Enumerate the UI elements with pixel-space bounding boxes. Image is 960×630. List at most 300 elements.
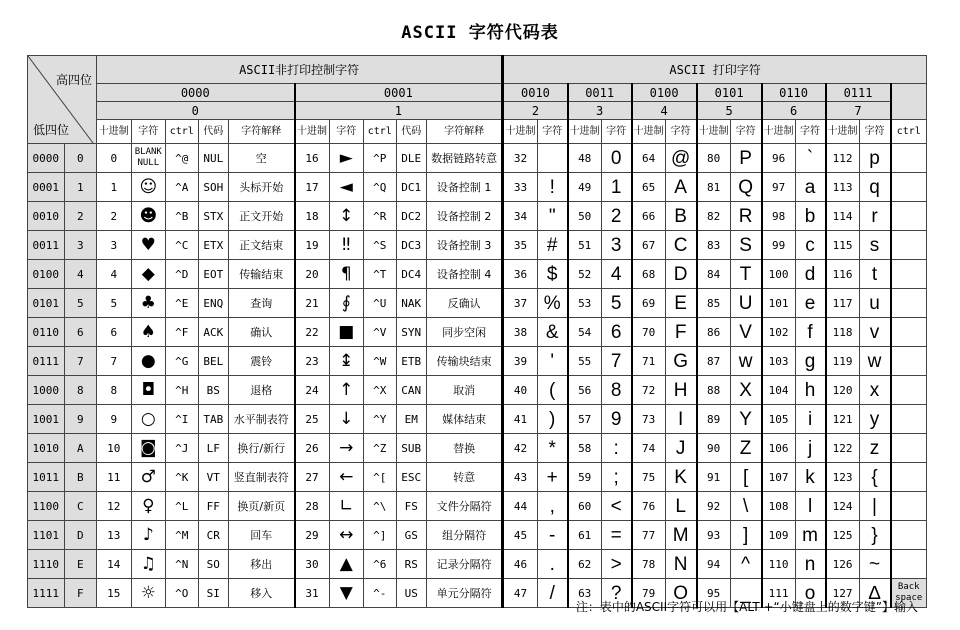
low-bits-cell: 1011 <box>28 463 65 492</box>
dec-cell: 78 <box>632 550 666 579</box>
desc-cell <box>229 173 295 202</box>
code-header: 代码 <box>198 120 228 144</box>
low-hex-cell: 3 <box>64 231 96 260</box>
char-glyph: ♪ <box>142 524 154 545</box>
dec-cell: 55 <box>568 347 602 376</box>
code-cell: SYN <box>396 318 426 347</box>
dec-cell: 24 <box>295 376 330 405</box>
char-glyph: f <box>807 321 813 343</box>
group-header-row <box>28 56 927 84</box>
char-glyph: & <box>545 321 559 343</box>
desc-text: 头标开始 <box>239 180 284 194</box>
desc-cell <box>426 579 502 608</box>
dec-cell: 100 <box>762 260 796 289</box>
high-hex-cell: 2 <box>503 102 568 120</box>
high-hex-cell: 1 <box>295 102 503 120</box>
dec-cell: 5 <box>97 289 132 318</box>
dec-cell: 111 <box>762 579 796 608</box>
dec-cell: 80 <box>697 144 731 173</box>
char-glyph: H <box>673 379 688 401</box>
desc-cell <box>229 318 295 347</box>
dec-cell: 2 <box>97 202 132 231</box>
code-cell: DLE <box>396 144 426 173</box>
footnote: 注：表中的ASCII字符可以用【ALT +“小键盘上的数字键”】输入 <box>575 600 918 614</box>
desc-text: 确认 <box>250 325 273 339</box>
char-cell <box>665 318 696 347</box>
dec-cell: 14 <box>97 550 132 579</box>
desc-text: 移入 <box>250 586 273 600</box>
desc-cell <box>426 289 502 318</box>
char-glyph: 9 <box>610 408 622 430</box>
dec-cell: 12 <box>97 492 132 521</box>
low-hex-cell: B <box>64 463 96 492</box>
char-glyph: BLANK NULL <box>134 147 162 168</box>
desc-cell <box>426 405 502 434</box>
char-glyph: q <box>869 176 880 198</box>
last-ctrl-cell <box>891 405 927 434</box>
desc-cell <box>229 550 295 579</box>
dec-cell: 31 <box>295 579 330 608</box>
dec-cell: 117 <box>826 289 860 318</box>
char-cell <box>329 144 364 173</box>
char-cell <box>795 202 825 231</box>
desc-cell <box>229 202 295 231</box>
high-hex-cell: 5 <box>697 102 762 120</box>
high-hex-row <box>28 102 927 120</box>
desc-text: 传输结束 <box>239 267 284 281</box>
char-glyph: @ <box>670 147 691 169</box>
char-cell <box>859 463 890 492</box>
last-ctrl-cell <box>891 463 927 492</box>
char-glyph: ∟ <box>339 495 354 516</box>
char-glyph: ~ <box>868 553 881 575</box>
char-glyph: 3 <box>610 234 622 256</box>
char-glyph: = <box>610 524 622 546</box>
dec-cell: 71 <box>632 347 666 376</box>
char-cell <box>665 434 696 463</box>
char-cell <box>859 260 890 289</box>
char-cell <box>665 376 696 405</box>
char-cell <box>537 579 567 608</box>
high-bits-cell: 0111 <box>826 84 891 102</box>
desc-text: 数据链路转意 <box>431 151 498 165</box>
dec-header: 十进制 <box>503 120 538 144</box>
dec-cell: 127 <box>826 579 860 608</box>
backspace-label: Back space <box>895 582 923 603</box>
char-glyph: ' <box>550 350 555 372</box>
char-glyph: k <box>805 466 815 488</box>
dec-cell: 69 <box>632 289 666 318</box>
char-glyph: _ <box>740 582 751 604</box>
dec-cell: 23 <box>295 347 330 376</box>
code-cell: ACK <box>198 318 228 347</box>
desc-cell <box>426 202 502 231</box>
char-glyph: # <box>546 234 558 256</box>
char-cell <box>537 463 567 492</box>
char-cell <box>131 434 166 463</box>
char-cell <box>730 492 761 521</box>
char-glyph: Q <box>738 176 753 198</box>
last-ctrl-cell <box>891 318 927 347</box>
ctrl-cell: ^S <box>364 231 396 260</box>
dec-cell: 32 <box>503 144 538 173</box>
low-hex-cell: E <box>64 550 96 579</box>
char-cell <box>859 521 890 550</box>
char-glyph: R <box>738 205 753 227</box>
dec-cell: 122 <box>826 434 860 463</box>
dec-cell: 114 <box>826 202 860 231</box>
dec-cell: 118 <box>826 318 860 347</box>
char-glyph: ■ <box>338 321 355 342</box>
char-cell <box>131 202 166 231</box>
char-cell <box>730 550 761 579</box>
code-cell: ETB <box>396 347 426 376</box>
char-glyph: ◘ <box>141 379 156 400</box>
dec-cell: 104 <box>762 376 796 405</box>
char-glyph: > <box>610 553 622 575</box>
desc-cell <box>229 376 295 405</box>
desc-text: 传输块结束 <box>436 354 492 368</box>
char-cell <box>730 318 761 347</box>
desc-text: 水平制表符 <box>233 412 289 426</box>
dec-cell: 35 <box>503 231 538 260</box>
dec-cell: 11 <box>97 463 132 492</box>
dec-cell: 105 <box>762 405 796 434</box>
header-blank-cell <box>891 84 927 120</box>
char-cell <box>537 318 567 347</box>
char-glyph: | <box>872 495 877 517</box>
char-cell <box>859 492 890 521</box>
low-bits-cell: 1110 <box>28 550 65 579</box>
low-hex-cell: C <box>64 492 96 521</box>
char-cell <box>665 144 696 173</box>
group-header-control: ASCII非打印控制字符 <box>97 56 503 84</box>
dec-cell: 85 <box>697 289 731 318</box>
low-bits-cell: 0010 <box>28 202 65 231</box>
char-cell <box>859 318 890 347</box>
high-hex-cell: 0 <box>97 102 295 120</box>
last-ctrl-cell <box>891 521 927 550</box>
char-cell <box>131 376 166 405</box>
char-glyph: d <box>804 263 816 285</box>
dec-cell: 6 <box>97 318 132 347</box>
char-glyph: s <box>869 234 880 256</box>
char-cell <box>730 405 761 434</box>
char-cell <box>537 550 567 579</box>
desc-cell <box>229 347 295 376</box>
char-glyph: h <box>804 379 816 401</box>
dec-cell: 48 <box>568 144 602 173</box>
char-glyph: ( <box>549 379 556 401</box>
char-glyph: z <box>869 437 880 459</box>
dec-cell: 95 <box>697 579 731 608</box>
char-cell <box>537 405 567 434</box>
char-glyph: ◄ <box>339 176 353 197</box>
dec-cell: 56 <box>568 376 602 405</box>
dec-cell: 101 <box>762 289 796 318</box>
dec-cell: 41 <box>503 405 538 434</box>
char-cell <box>601 434 631 463</box>
dec-cell: 45 <box>503 521 538 550</box>
dec-cell: 106 <box>762 434 796 463</box>
last-ctrl-cell <box>891 231 927 260</box>
char-glyph: r <box>871 205 878 227</box>
last-ctrl-cell <box>891 144 927 173</box>
desc-text: 换行/新行 <box>237 441 286 455</box>
code-cell: SUB <box>396 434 426 463</box>
char-glyph: + <box>546 466 558 488</box>
ctrl-cell: ^J <box>166 434 198 463</box>
char-glyph: w <box>738 350 753 372</box>
char-cell <box>329 347 364 376</box>
char-glyph: ↨ <box>339 350 354 371</box>
desc-text: 文件分隔符 <box>436 499 492 513</box>
char-glyph: 7 <box>610 350 622 372</box>
low-hex-cell: F <box>64 579 96 608</box>
char-glyph: 5 <box>610 292 622 314</box>
char-cell <box>601 202 631 231</box>
dec-header: 十进制 <box>697 120 731 144</box>
char-cell <box>730 260 761 289</box>
dec-cell: 67 <box>632 231 666 260</box>
char-cell <box>795 434 825 463</box>
char-cell <box>665 260 696 289</box>
low-bits-cell: 0110 <box>28 318 65 347</box>
desc-cell <box>229 579 295 608</box>
dec-header: 十进制 <box>295 120 330 144</box>
dec-cell: 109 <box>762 521 796 550</box>
dec-cell: 62 <box>568 550 602 579</box>
char-cell <box>131 405 166 434</box>
dec-cell: 120 <box>826 376 860 405</box>
char-cell <box>730 173 761 202</box>
char-glyph: V <box>739 321 752 343</box>
ctrl-cell: ^I <box>166 405 198 434</box>
desc-cell <box>426 231 502 260</box>
char-cell <box>537 144 567 173</box>
table-row <box>28 144 927 173</box>
low-hex-cell: 0 <box>64 144 96 173</box>
dec-cell: 25 <box>295 405 330 434</box>
char-glyph: → <box>339 437 354 458</box>
char-cell <box>131 347 166 376</box>
code-cell: NAK <box>396 289 426 318</box>
ctrl-cell: ^H <box>166 376 198 405</box>
dec-cell: 84 <box>697 260 731 289</box>
ctrl-cell: ^A <box>166 173 198 202</box>
char-header: 字符 <box>601 120 631 144</box>
table-row <box>28 202 927 231</box>
desc-text: 设备控制 2 <box>436 209 492 223</box>
code-cell: NUL <box>198 144 228 173</box>
char-glyph: a <box>804 176 816 198</box>
dec-cell: 75 <box>632 463 666 492</box>
char-glyph: v <box>869 321 880 343</box>
char-glyph: c <box>805 234 815 256</box>
char-cell <box>537 492 567 521</box>
dec-cell: 51 <box>568 231 602 260</box>
char-cell <box>329 521 364 550</box>
desc-text: 记录分隔符 <box>436 557 492 571</box>
high-hex-cell: 6 <box>762 102 826 120</box>
dec-cell: 46 <box>503 550 538 579</box>
table-row <box>28 318 927 347</box>
high-bits-cell: 0010 <box>503 84 568 102</box>
char-header: 字符 <box>537 120 567 144</box>
desc-text: 查询 <box>250 296 273 310</box>
dec-cell: 54 <box>568 318 602 347</box>
table-row <box>28 434 927 463</box>
char-cell <box>537 376 567 405</box>
desc-text: 换页/新页 <box>237 499 286 513</box>
desc-text: 设备控制 3 <box>436 238 492 252</box>
dec-cell: 50 <box>568 202 602 231</box>
char-cell <box>131 289 166 318</box>
char-glyph: P <box>739 147 752 169</box>
char-glyph: Y <box>739 408 752 430</box>
table-row <box>28 550 927 579</box>
char-glyph: : <box>613 437 619 459</box>
dec-cell: 44 <box>503 492 538 521</box>
char-cell <box>601 405 631 434</box>
char-glyph: { <box>871 466 878 488</box>
char-glyph: K <box>674 466 687 488</box>
ctrl-cell: ^6 <box>364 550 396 579</box>
char-glyph: ▼ <box>339 582 353 603</box>
dec-header: 十进制 <box>97 120 132 144</box>
char-glyph: o <box>804 582 816 604</box>
low-hex-cell: 5 <box>64 289 96 318</box>
ctrl-cell: ^@ <box>166 144 198 173</box>
low-bits-cell: 1010 <box>28 434 65 463</box>
char-glyph: j <box>807 437 813 459</box>
ctrl-cell: ^U <box>364 289 396 318</box>
dec-cell: 38 <box>503 318 538 347</box>
char-cell <box>601 318 631 347</box>
char-glyph: ← <box>339 466 354 487</box>
char-cell <box>537 289 567 318</box>
char-glyph: ∆ <box>868 582 881 604</box>
dec-cell: 90 <box>697 434 731 463</box>
last-ctrl-cell <box>891 260 927 289</box>
char-cell <box>537 231 567 260</box>
dec-cell: 74 <box>632 434 666 463</box>
char-header: 字符 <box>131 120 166 144</box>
ascii-table <box>27 55 927 608</box>
char-glyph: 6 <box>610 321 622 343</box>
char-cell <box>537 260 567 289</box>
desc-text: 退格 <box>250 383 273 397</box>
char-cell <box>859 550 890 579</box>
char-glyph: ↕ <box>339 205 354 226</box>
dec-cell: 92 <box>697 492 731 521</box>
char-cell <box>795 463 825 492</box>
desc-text: 取消 <box>453 383 476 397</box>
char-cell <box>730 144 761 173</box>
dec-cell: 81 <box>697 173 731 202</box>
char-header: 字符 <box>329 120 364 144</box>
desc-text: 空 <box>255 151 267 165</box>
code-cell: FF <box>198 492 228 521</box>
high-bits-cell: 0011 <box>568 84 632 102</box>
char-glyph: ; <box>613 466 619 488</box>
char-cell <box>537 434 567 463</box>
char-cell <box>730 231 761 260</box>
char-glyph: i <box>807 408 813 430</box>
ctrl-cell: ^L <box>166 492 198 521</box>
char-cell <box>795 260 825 289</box>
code-header: 代码 <box>396 120 426 144</box>
char-cell <box>131 492 166 521</box>
low-hex-cell: 1 <box>64 173 96 202</box>
dec-cell: 94 <box>697 550 731 579</box>
char-cell <box>795 289 825 318</box>
char-cell <box>795 173 825 202</box>
last-ctrl-cell <box>891 434 927 463</box>
char-cell <box>665 231 696 260</box>
dec-cell: 18 <box>295 202 330 231</box>
char-glyph: C <box>673 234 688 256</box>
char-cell <box>665 463 696 492</box>
dec-cell: 112 <box>826 144 860 173</box>
dec-cell: 47 <box>503 579 538 608</box>
char-cell <box>601 463 631 492</box>
dec-cell: 57 <box>568 405 602 434</box>
dec-cell: 72 <box>632 376 666 405</box>
char-glyph: G <box>673 350 689 372</box>
high-bits-cell: 0001 <box>295 84 503 102</box>
char-glyph: ♂ <box>140 466 156 487</box>
low-bits-cell: 1111 <box>28 579 65 608</box>
char-cell <box>795 347 825 376</box>
char-cell <box>329 492 364 521</box>
dec-cell: 68 <box>632 260 666 289</box>
dec-cell: 66 <box>632 202 666 231</box>
char-cell <box>665 550 696 579</box>
low-nibble-label: 低四位 <box>33 123 70 137</box>
char-glyph: ‼ <box>342 234 351 255</box>
char-header: 字符 <box>795 120 825 144</box>
char-cell <box>665 405 696 434</box>
dec-cell: 98 <box>762 202 796 231</box>
dec-cell: 99 <box>762 231 796 260</box>
desc-header: 字符解释 <box>229 120 295 144</box>
ctrl-cell: ^Q <box>364 173 396 202</box>
char-glyph: ^ <box>741 553 751 575</box>
desc-cell <box>426 463 502 492</box>
dec-cell: 10 <box>97 434 132 463</box>
desc-text: 移出 <box>250 557 273 571</box>
char-cell <box>665 173 696 202</box>
low-hex-cell: 6 <box>64 318 96 347</box>
low-hex-cell: 9 <box>64 405 96 434</box>
corner-cell <box>28 56 97 144</box>
desc-text: 同步空闲 <box>442 325 487 339</box>
desc-cell <box>229 434 295 463</box>
ctrl-cell: ^D <box>166 260 198 289</box>
char-glyph: " <box>548 205 556 227</box>
dec-cell: 97 <box>762 173 796 202</box>
code-cell: FS <box>396 492 426 521</box>
code-cell: CR <box>198 521 228 550</box>
high-bits-cell: 0000 <box>97 84 295 102</box>
char-glyph: ♣ <box>140 292 156 313</box>
char-glyph: e <box>804 292 816 314</box>
desc-cell <box>426 492 502 521</box>
char-cell <box>859 202 890 231</box>
char-glyph: T <box>739 263 752 285</box>
char-cell <box>730 434 761 463</box>
